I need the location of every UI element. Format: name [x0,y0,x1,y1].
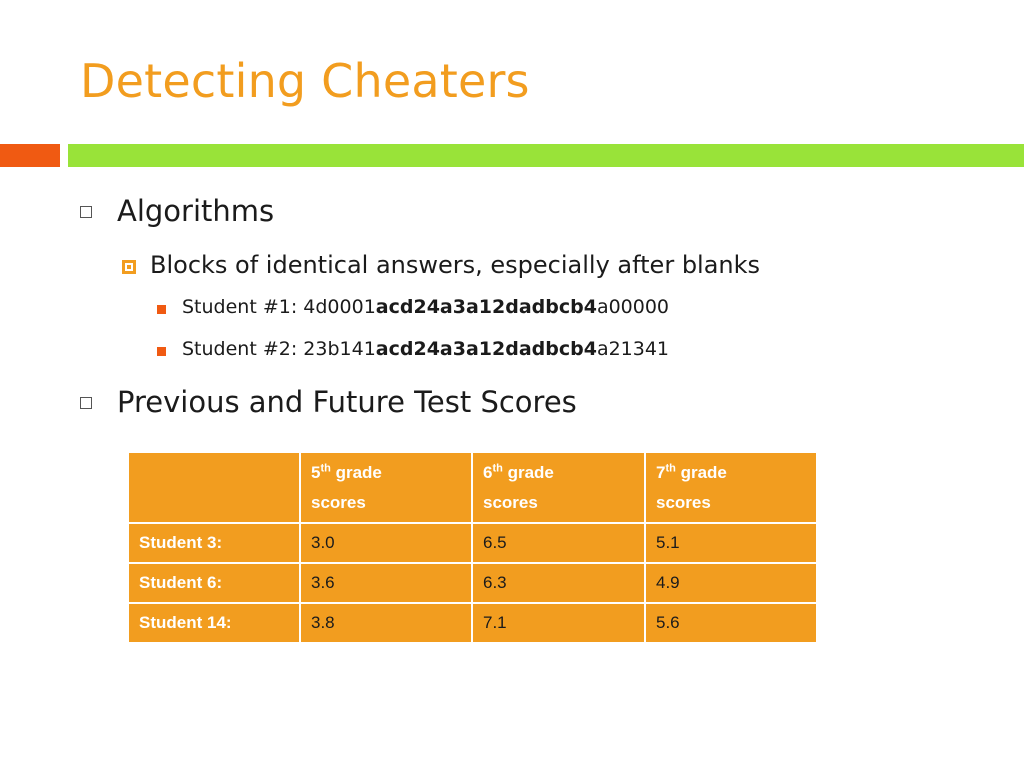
bullet-text: Previous and Future Test Scores [117,385,577,419]
table-row [128,603,817,643]
header-cell: 5th grade scores [300,452,472,523]
table-cell: 6.5 [472,523,645,563]
header-cell-empty [128,452,300,523]
table-cell: 3.6 [300,563,472,603]
slide-title: Detecting Cheaters [80,54,530,108]
table-cell: 5.1 [645,523,817,563]
bullet-text: Blocks of identical answers, especially after blanks [150,251,761,279]
table-cell: 3.8 [300,603,472,643]
table-cell: 7.1 [472,603,645,643]
row-label: Student 14: [128,603,300,643]
hollow-square-bullet-icon [80,206,92,218]
table-cell: 4.9 [645,563,817,603]
table-cell: 5.6 [645,603,817,643]
title-underline-green [68,144,1024,167]
row-label: Student 6: [128,563,300,603]
filled-square-bullet-icon [157,347,166,356]
title-underline-orange [0,144,60,167]
table-row [128,523,817,563]
highlighted-answer-block: acd24a3a12dadbcb4 [375,338,597,360]
table-row [128,563,817,603]
hollow-square-bullet-icon [80,397,92,409]
header-cell: 6th grade scores [472,452,645,523]
highlighted-answer-block: acd24a3a12dadbcb4 [375,296,597,318]
filled-square-bullet-icon [157,305,166,314]
table-cell: 3.0 [300,523,472,563]
scores-table [127,451,818,644]
square-bullet-icon [122,260,136,274]
bullet-text: Student #2: 23b141acd24a3a12dadbcb4a21341 [182,338,670,360]
bullet-text: Algorithms [117,194,275,228]
bullet-text: Student #1: 4d0001acd24a3a12dadbcb4a00000 [182,296,670,318]
table-cell: 6.3 [472,563,645,603]
row-label: Student 3: [128,523,300,563]
header-cell: 7th grade scores [645,452,817,523]
table-header-row [128,452,817,523]
